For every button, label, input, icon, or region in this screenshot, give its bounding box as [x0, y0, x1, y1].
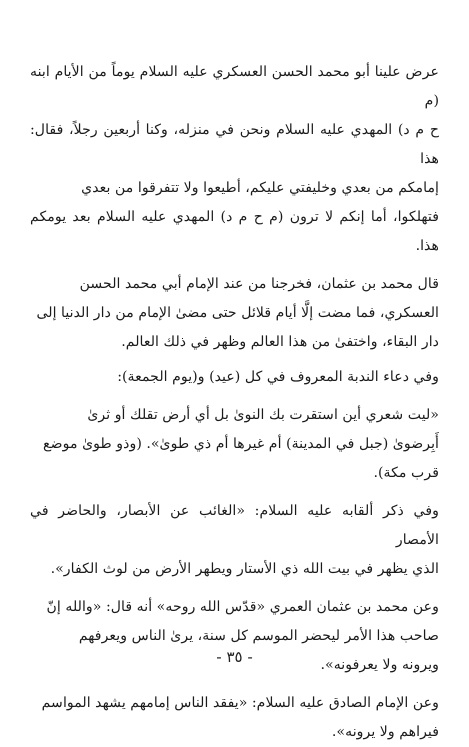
page-number: - ٣٥ - — [216, 648, 253, 666]
text-line: وفي ذكر ألقابه عليه السلام: «الغائب عن الأبصار، والحاضر في الأمصار — [30, 503, 439, 548]
text-line: وفي دعاء الندبة المعروف في كل (عيد) و(يوم الجمعة): — [117, 369, 439, 385]
page-body — [30, 58, 439, 747]
text-line: ح م د) المهدي عليه السلام ونحن في منزله، وكنا أربعين رجلاً، فقال: هذا — [30, 122, 439, 167]
text-line: وعن محمد بن عثمان العمري «قدّس الله روحه» أنه قال: «والله إنّ — [46, 599, 439, 615]
text-line: عرض علينا أبو محمد الحسن العسكري عليه السلام يوماً من الأيام ابنه (م — [30, 64, 439, 109]
text-line: ويرونه ولا يعرفونه». — [320, 657, 439, 673]
text-line: «ليت شعري أين استقرت بك النوىٰ بل أي أرض تقلك أو ثرىٰ — [87, 407, 439, 423]
paragraph-5 — [30, 497, 439, 584]
text-line: فيراهم ولا يرونه». — [331, 724, 439, 740]
paragraph-1 — [30, 58, 439, 261]
paragraph-6 — [30, 593, 439, 680]
text-line: صاحب هذا الأمر ليحضر الموسم كل سنة، يرىٰ الناس ويعرفهم — [78, 628, 439, 644]
text-line: إمامكم من بعدي وخليفتي عليكم، أطيعوا ولا تتفرقوا من بعدي — [81, 180, 439, 196]
text-line: قرب مكة). — [373, 465, 439, 481]
text-line: الذي يظهر في بيت الله ذي الأستار ويطهر الأرض من لوث الكفار». — [50, 561, 439, 577]
text-line: العسكري، فما مضت إلَّا أيام قلائل حتى مضىٰ الإمام من دار الدنيا إلى — [36, 305, 439, 321]
paragraph-4 — [30, 401, 439, 488]
paragraph-7 — [30, 689, 439, 747]
paragraph-3 — [30, 363, 439, 392]
text-line: أَبِرضوىٰ (جبل في المدينة) أم غيرها أم ذي طوىٰ». (وذو طوىٰ موضع — [43, 436, 439, 452]
text-line: قال محمد بن عثمان، فخرجنا من عند الإمام أبي محمد الحسن — [79, 276, 439, 292]
text-line: دار البقاء، واختفىٰ من هذا العالم وظهر في ذلك العالم. — [121, 334, 439, 350]
text-line: فتهلكوا، أما إنكم لا ترون (م ح م د) المهدي عليه السلام بعد يومكم هذا. — [30, 209, 439, 254]
paragraph-2 — [30, 270, 439, 357]
text-line: وعن الإمام الصادق عليه السلام: «يفقد الناس إمامهم يشهد المواسم — [41, 695, 439, 711]
